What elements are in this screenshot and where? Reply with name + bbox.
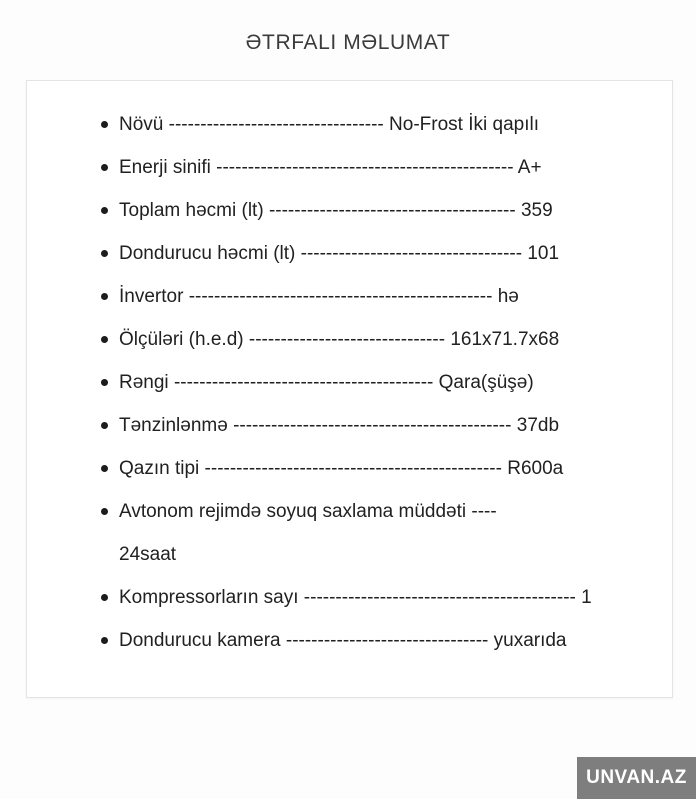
spec-label: İnvertor [119,286,184,307]
spec-leader: ----------------------------------------- [173,372,434,393]
spec-row-novu [101,103,634,146]
spec-label: Avtonom rejimdə soyuq saxlama müddəti [119,501,467,522]
spec-leader: -------------------------------- [285,630,489,651]
spec-value: 1 [581,587,592,608]
spec-label: Dondurucu kamera [119,630,281,651]
spec-leader: -------------------------------------------- [233,415,512,436]
spec-row-rengi [101,361,634,404]
spec-leader: ------------------------------- [248,329,446,350]
spec-row-invertor [101,275,634,318]
spec-label: Rəngi [119,372,169,393]
spec-leader: ------------------------------------------- [303,587,576,608]
spec-leader: ---- [471,501,497,522]
spec-value: A+ [517,157,542,178]
spec-row-enerji-sinifi [101,146,634,189]
spec-label: Tənzinlənmə [119,415,228,436]
spec-value: No-Frost İki qapılı [389,114,539,135]
spec-value: 161x71.7x68 [450,329,560,350]
spec-row-toplam-hecmi [101,189,634,232]
bullet-icon [101,379,108,386]
spec-row-olculeri [101,318,634,361]
bullet-icon [101,336,108,343]
spec-row-dondurucu-kamera [101,619,634,662]
bullet-icon [101,594,108,601]
spec-row-kompressor-sayi [101,576,634,619]
spec-leader: ---------------------------------- [168,114,384,135]
spec-label: Toplam həcmi (lt) [119,200,264,221]
bullet-icon [101,465,108,472]
bullet-icon [101,207,108,214]
spec-list [101,103,634,662]
spec-leader: ----------------------------------- [300,243,523,264]
spec-value: 101 [527,243,560,264]
bullet-icon [101,293,108,300]
spec-label: Növü [119,114,164,135]
bullet-icon [101,508,108,515]
spec-row-dondurucu-hecmi [101,232,634,275]
page-title: ƏTRFALI MƏLUMAT [245,31,451,54]
spec-label: Dondurucu həcmi (lt) [119,243,296,264]
watermark-badge: UNVAN.AZ [577,757,696,799]
bullet-icon [101,164,108,171]
spec-value: yuxarıda [493,630,567,651]
spec-label: Kompressorların sayı [119,587,299,608]
spec-leader: ----------------------------------------------- [204,458,502,479]
spec-value: hə [497,286,519,307]
spec-value: 37db [516,415,560,436]
spec-value: 359 [520,200,553,221]
spec-leader: ------------------------------------------------ [188,286,493,307]
spec-leader: --------------------------------------- [268,200,516,221]
bullet-icon [101,250,108,257]
spec-value: Qara(şüşə) [438,372,534,393]
spec-label: Enerji sinifi [119,157,211,178]
bullet-icon [101,422,108,429]
spec-label: Ölçüləri (h.e.d) [119,329,244,350]
spec-value: R600a [507,458,564,479]
spec-value: 24saat [119,544,177,565]
spec-row-qazin-tipi [101,447,634,490]
spec-box [26,80,673,698]
spec-row-tenzinlenme [101,404,634,447]
spec-leader: ----------------------------------------------- [216,157,514,178]
spec-label: Qazın tipi [119,458,200,479]
bullet-icon [101,637,108,644]
spec-row-avtonom-muddet [101,490,634,576]
bullet-icon [101,121,108,128]
